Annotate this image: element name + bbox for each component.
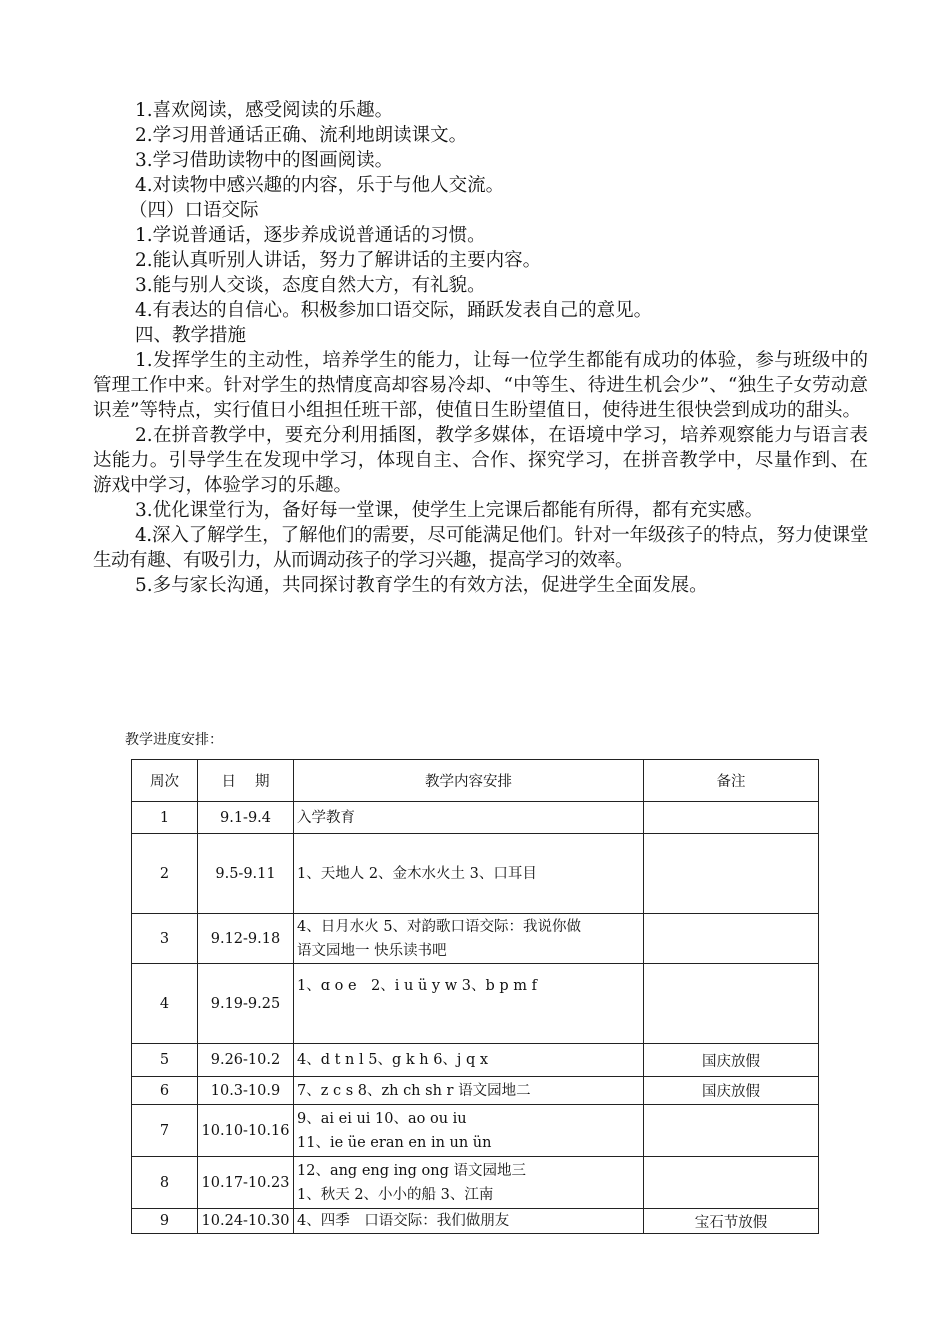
date-cell: 10.17-10.23 — [198, 1157, 294, 1209]
measure-paragraph: 3.优化课堂行为，备好每一堂课，使学生上完课后都能有所得，都有充实感。 — [135, 500, 764, 521]
content-line: 11、ie üe eran en in un ün — [297, 1134, 492, 1151]
measure-paragraph: 4.深入了解学生，了解他们的需要，尽可能满足他们。针对一年级孩子的特点，努力使课堂生动有趣、有吸引力，从而调动孩子的学习兴趣，提高学习的效率。 — [93, 525, 868, 571]
content-line: 1、ɑ o e 2、i u ü y w 3、b p m f — [297, 978, 537, 994]
content-line: 语文园地一 快乐读书吧 — [297, 942, 447, 959]
week-cell: 3 — [132, 914, 198, 964]
week-cell: 6 — [132, 1077, 198, 1105]
content-cell — [294, 1077, 644, 1105]
table-row — [132, 914, 819, 964]
note-cell: 国庆放假 — [644, 1044, 819, 1077]
header-date: 日 期 — [198, 760, 294, 802]
week-cell: 7 — [132, 1105, 198, 1157]
note-cell — [644, 1105, 819, 1157]
content-line: 9、ai ei ui 10、ao ou iu — [297, 1110, 467, 1127]
content-cell — [294, 914, 644, 964]
header-week: 周次 — [132, 760, 198, 802]
oral-line: 4.有表达的自信心。积极参加口语交际，踊跃发表自己的意见。 — [135, 300, 653, 321]
table-row — [132, 802, 819, 834]
date-cell: 10.10-10.16 — [198, 1105, 294, 1157]
note-cell: 国庆放假 — [644, 1077, 819, 1105]
note-cell — [644, 802, 819, 834]
date-cell: 10.24-10.30 — [198, 1209, 294, 1234]
header-content: 教学内容安排 — [294, 760, 644, 802]
content-cell — [294, 802, 644, 834]
note-cell — [644, 834, 819, 914]
content-line: 4、日月水火 5、对韵歌口语交际：我说你做 — [297, 918, 582, 935]
measure-paragraph: 5.多与家长沟通，共同探讨教育学生的有效方法，促进学生全面发展。 — [135, 575, 708, 596]
note-cell — [644, 964, 819, 1044]
week-cell: 5 — [132, 1044, 198, 1077]
note-cell — [644, 1157, 819, 1209]
table-row — [132, 964, 819, 1044]
week-cell: 9 — [132, 1209, 198, 1234]
table-row — [132, 1157, 819, 1209]
table-row — [132, 1044, 819, 1077]
oral-line: 3.能与别人交谈，态度自然大方，有礼貌。 — [135, 275, 486, 296]
content-cell — [294, 1157, 644, 1209]
goal-line: 4.对读物中感兴趣的内容，乐于与他人交流。 — [135, 175, 505, 196]
week-cell: 4 — [132, 964, 198, 1044]
oral-line: 1.学说普通话，逐步养成说普通话的习惯。 — [135, 225, 486, 246]
goal-line: 1.喜欢阅读，感受阅读的乐趣。 — [135, 100, 394, 121]
date-cell: 9.12-9.18 — [198, 914, 294, 964]
content-cell — [294, 1209, 644, 1234]
measure-paragraph: 2.在拼音教学中，要充分利用插图，教学多媒体，在语境中学习，培养观察能力与语言表达能力。引导学生在发现中学习，体现自主、合作、探究学习，在拼音教学中，尽量作到、在游戏中学习，体验学习的乐趣。 — [93, 425, 868, 496]
week-cell: 1 — [132, 802, 198, 834]
content-cell — [294, 1105, 644, 1157]
content-line: 1、秋天 2、小小的船 3、江南 — [297, 1186, 494, 1203]
content-cell — [294, 834, 644, 914]
measures-heading: 四、教学措施 — [135, 325, 247, 346]
content-cell — [294, 1044, 644, 1077]
content-line: 1、天地人 2、金木水火土 3、口耳目 — [297, 865, 537, 882]
goal-line: 2.学习用普通话正确、流利地朗读课文。 — [135, 125, 468, 146]
plan-text — [93, 98, 868, 598]
note-cell: 宝石节放假 — [644, 1209, 819, 1234]
date-cell: 9.5-9.11 — [198, 834, 294, 914]
date-cell: 10.3-10.9 — [198, 1077, 294, 1105]
content-line: 入学教育 — [297, 809, 355, 826]
note-cell — [644, 914, 819, 964]
content-cell — [294, 964, 644, 1044]
table-header-row — [132, 760, 819, 802]
content-line: 4、四季 口语交际：我们做朋友 — [297, 1213, 510, 1229]
table-row — [132, 1105, 819, 1157]
table-row — [132, 1077, 819, 1105]
date-cell: 9.26-10.2 — [198, 1044, 294, 1077]
content-line: 12、ang eng ing ong 语文园地三 — [297, 1162, 526, 1179]
schedule-table — [131, 759, 819, 1234]
header-note: 备注 — [644, 760, 819, 802]
content-line: 7、z c s 8、zh ch sh r 语文园地二 — [297, 1082, 531, 1099]
schedule-caption: 教学进度安排： — [125, 732, 223, 748]
date-cell: 9.19-9.25 — [198, 964, 294, 1044]
table-row — [132, 834, 819, 914]
oral-heading: （四）口语交际 — [129, 200, 259, 221]
week-cell: 8 — [132, 1157, 198, 1209]
week-cell: 2 — [132, 834, 198, 914]
measure-paragraph: 1.发挥学生的主动性，培养学生的能力，让每一位学生都能有成功的体验，参与班级中的管理工作中来。针对学生的热情度高却容易冷却、“中等生、待进生机会少”、“独生子女劳动意识差”等特点，实行值日小组担任班干部，使值日生盼望值日，使待进生很快尝到成功的甜头。 — [93, 350, 868, 421]
table-row — [132, 1209, 819, 1234]
content-line: 4、d t n l 5、g k h 6、j q x — [297, 1052, 489, 1068]
date-cell: 9.1-9.4 — [198, 802, 294, 834]
oral-line: 2.能认真听别人讲话，努力了解讲话的主要内容。 — [135, 250, 542, 271]
goal-line: 3.学习借助读物中的图画阅读。 — [135, 150, 394, 171]
